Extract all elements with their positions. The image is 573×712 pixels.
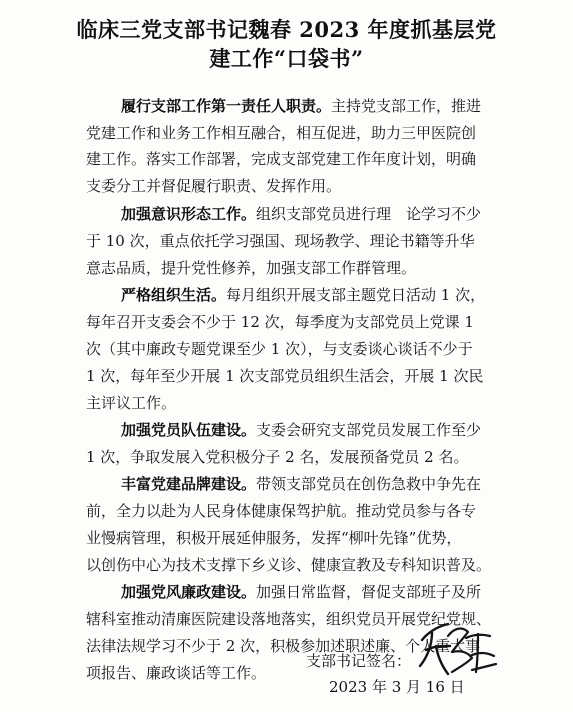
document-title-line-1: 临床三党支部书记魏春 2023 年度抓基层党 — [76, 17, 497, 42]
section-6-heading: 加强党风廉政建设。 — [121, 583, 257, 601]
section-1-heading: 履行支部工作第一责任人职责。 — [121, 97, 332, 115]
section-2-line-1 — [121, 204, 481, 224]
section-2-line-2: 于 10 次，重点依托学习强国、现场教学、理论书籍等升华 — [86, 232, 475, 250]
section-5-text: 带领支部党员在创伤急救中争先在 — [256, 475, 482, 493]
signature-label: 支部书记签名： — [306, 652, 412, 670]
section-2-text: 组织支部党员进行理 论学习不少 — [256, 205, 482, 223]
section-4-line-1 — [121, 420, 481, 440]
section-6-line-1 — [121, 582, 481, 602]
section-3-line-2: 每年召开支委会不少于 12 次，每季度为支部党员上党课 1 — [86, 313, 474, 331]
section-2-heading: 加强意识形态工作。 — [121, 205, 257, 223]
section-3-line-3: 次（其中廉政专题党课至少 1 次），与支委谈心谈话不少于 — [86, 340, 473, 358]
section-4-heading: 加强党员队伍建设。 — [121, 421, 257, 439]
section-6-line-3: 法律法规学习不少于 2 次，积极参加述职述廉、个人重大事 — [86, 637, 481, 655]
section-2-line-3: 意志品质，提升党性修养，加强支部工作群管理。 — [86, 259, 417, 277]
section-5-line-3: 业慢病管理，积极开展延伸服务，发挥“柳叶先锋”优势， — [86, 529, 462, 547]
section-4-text: 支委会研究支部党员发展工作至少 — [256, 421, 482, 439]
signature-date: 2023 年 3 月 16 日 — [329, 678, 465, 696]
section-1-line-4: 支委分工并督促履行职责、发挥作用。 — [86, 177, 342, 195]
section-3-line-5: 主评议工作。 — [86, 394, 177, 412]
section-1-line-1 — [121, 96, 481, 116]
section-3-text: 每月组织开展支部主题党日活动 1 次， — [226, 286, 486, 304]
section-5-line-2: 前，全力以赴为人民身体健康保驾护航。推动党员参与各专 — [86, 502, 477, 520]
section-3-line-1 — [121, 285, 485, 305]
section-5-heading: 丰富党建品牌建设。 — [121, 475, 257, 493]
section-6-line-2: 辖科室推动清廉医院建设落地落实，组织党员开展党纪党规、 — [86, 610, 492, 628]
handwritten-signature — [408, 616, 504, 686]
section-5-line-1 — [121, 474, 481, 494]
section-4-line-2: 1 次，争取发展入党积极分子 2 名，发展预备党员 2 名。 — [86, 448, 469, 466]
section-3-line-4: 1 次，每年至少开展 1 次支部党员组织生活会，开展 1 次民 — [86, 367, 484, 385]
section-6-line-4: 项报告、廉政谈话等工作。 — [86, 664, 267, 682]
section-1-text: 主持党支部工作，推进 — [331, 97, 482, 115]
section-1-line-3: 建工作。落实工作部署，完成支部党建工作年度计划，明确 — [86, 150, 477, 168]
section-1-line-2: 党建工作和业务工作相互融合，相互促进，助力三甲医院创 — [86, 124, 477, 142]
document-title-line-2: 建工作“口袋书” — [209, 46, 364, 71]
section-3-heading: 严格组织生活。 — [121, 286, 227, 304]
section-5-line-4: 以创伤中心为技术支撑下乡义诊、健康宣教及专科知识普及。 — [86, 556, 492, 574]
section-6-text: 加强日常监督，督促支部班子及所 — [256, 583, 482, 601]
